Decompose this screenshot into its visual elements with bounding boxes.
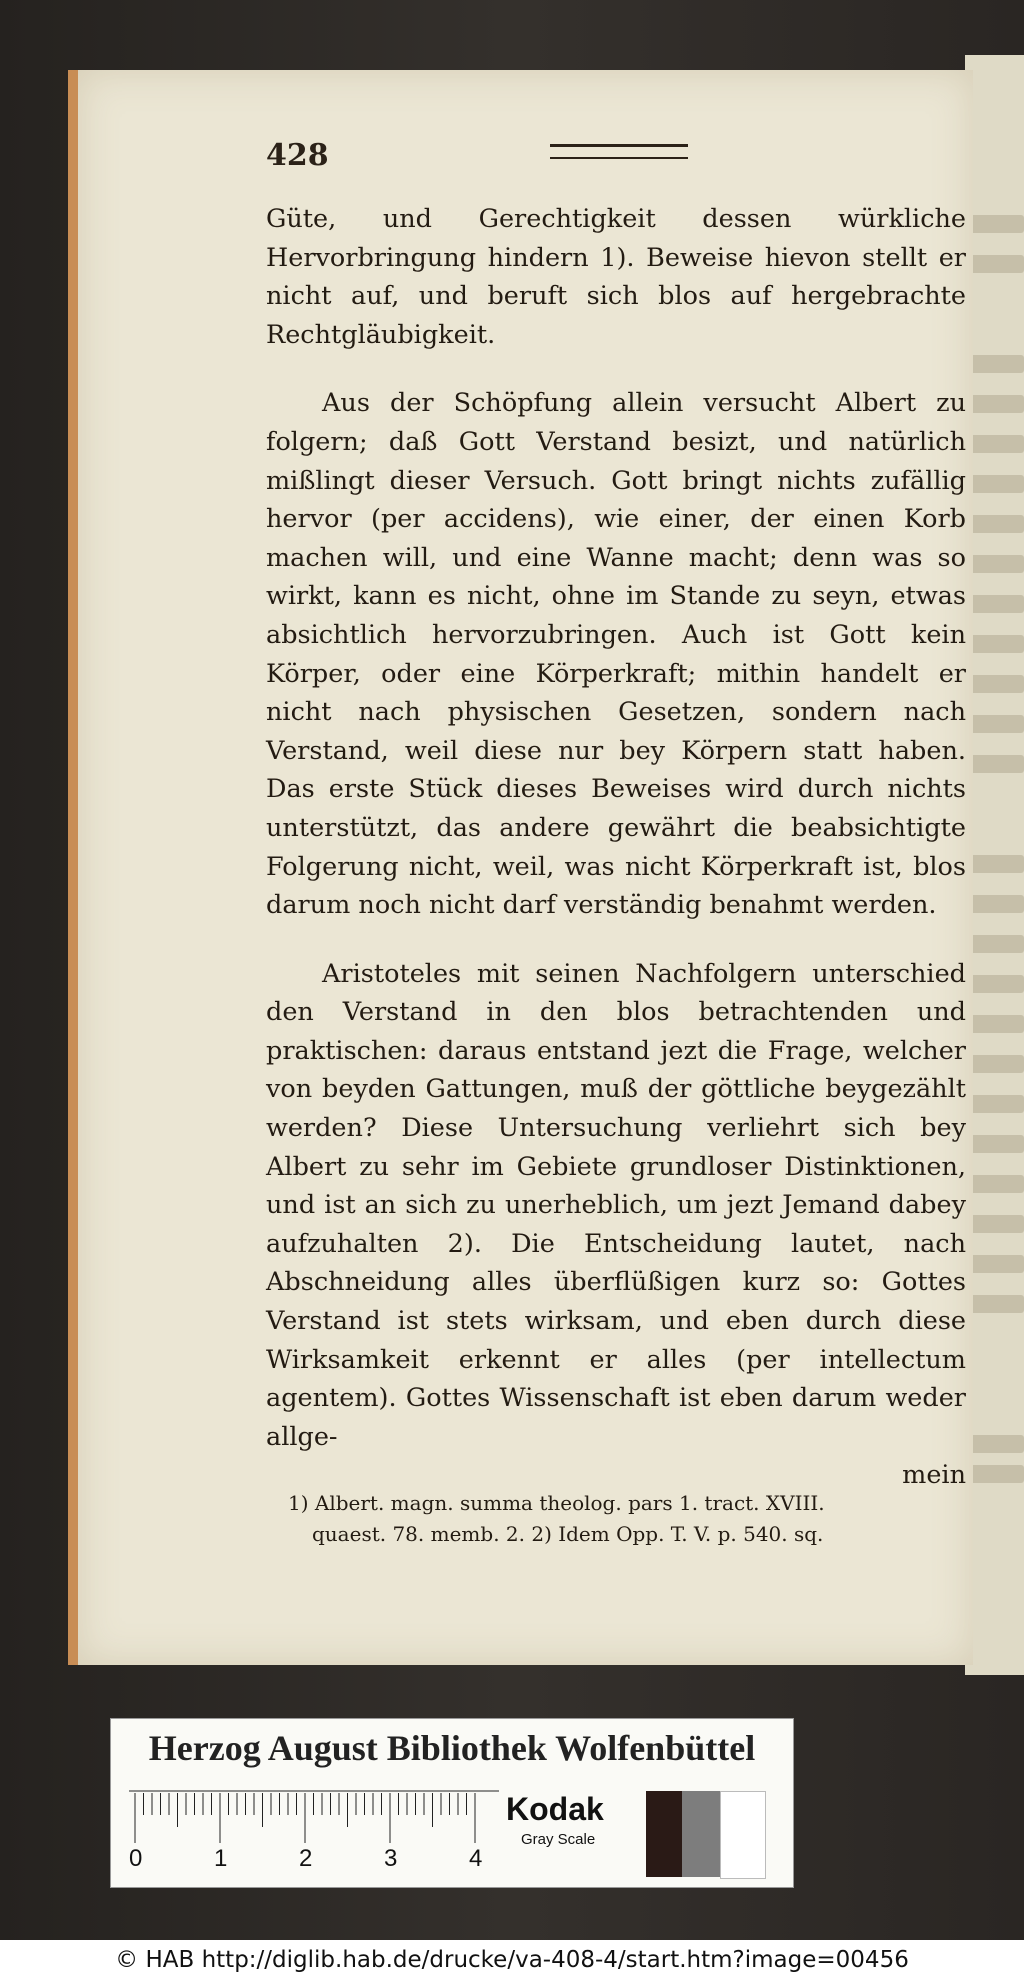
ruler-number: 0 bbox=[129, 1845, 143, 1872]
footnote: quaest. 78. memb. 2. 2) Idem Opp. T. V. p. 540. sq. bbox=[312, 1522, 824, 1546]
catchword: mein bbox=[902, 1460, 966, 1491]
color-calibration-bar bbox=[110, 1718, 794, 1888]
kodak-logo: Kodak bbox=[506, 1791, 604, 1827]
page-number: 428 bbox=[266, 138, 329, 173]
ruler-number: 3 bbox=[384, 1845, 398, 1872]
gray-scale-label: Gray Scale bbox=[521, 1831, 596, 1848]
footnote: 1) Albert. magn. summa theolog. pars 1. tract. XVIII. bbox=[288, 1491, 825, 1515]
header-ornament-rule bbox=[550, 144, 688, 159]
paragraph: Aus der Schöpfung allein versucht Albert zu folgern; daß Gott Verstand besizt, und natürlich mißlingt dieser Versuch. Gott bringt nichts zufällig hervor (per accidens), wie einer, der einen Korb machen will, und eine Wanne macht; denn was so wirkt, kann es nicht, ohne im Stande zu seyn, etwas absichtlich hervorzubringen. Auch ist Gott kein Körper, oder eine Körperkraft; mithin handelt er nicht nach physischen Gesetzen, sondern nach Verstand, weil diese nur bey Körpern statt haben. Das erste Stück dieses Beweises wird durch nichts unterstützt, das andere gewährt die beabsichtigte Folgerung nicht, weil, was nicht Körperkraft ist, blos darum noch nicht darf verständig benahmt werden. bbox=[266, 388, 966, 921]
paragraph-continuation: Güte, und Gerechtigkeit dessen würkliche Hervorbringung hindern 1). Beweise hievon stellt er nicht auf, und beruft sich blos auf hergebrachte Rechtgläubigkeit. bbox=[266, 204, 966, 350]
ruler-scale bbox=[129, 1789, 509, 1879]
ruler-number: 1 bbox=[214, 1845, 228, 1872]
ruler-number: 4 bbox=[469, 1845, 483, 1872]
gray-swatch-dark bbox=[646, 1791, 682, 1877]
ruler-number: 2 bbox=[299, 1845, 313, 1872]
footnotes bbox=[288, 1488, 968, 1550]
gray-swatch-light bbox=[720, 1791, 766, 1879]
paragraph: Aristoteles mit seinen Nachfolgern unterschied den Verstand in den blos betrachtenden und praktischen: daraus entstand jezt die Frage, welcher von beyden Gattungen, muß der göttliche beygezählt werden? Diese Untersuchung verliehrt sich bey Albert zu sehr im Gebiete grundloser Distinktionen, und ist an sich zu unerheblich, um jezt Jemand dabey aufzuhalten 2). Die Entscheidung lautet, nach Abschneidung alles überflüßigen kurz so: Gottes Verstand ist stets wirksam, und eben durch diese Wirksamkeit erkennt er alles (per intellectum agentem). Gottes Wissenschaft ist eben darum weder allge- bbox=[266, 958, 966, 1452]
adjacent-page-edge bbox=[965, 55, 1024, 1675]
copyright-footer: © HAB http://diglib.hab.de/drucke/va-408-4/start.htm?image=00456 bbox=[0, 1940, 1024, 1980]
gray-swatch-mid bbox=[682, 1791, 720, 1877]
book-page bbox=[68, 70, 973, 1665]
body-text bbox=[266, 200, 966, 1495]
library-name: Herzog August Bibliothek Wolfenbüttel bbox=[148, 1728, 756, 1768]
